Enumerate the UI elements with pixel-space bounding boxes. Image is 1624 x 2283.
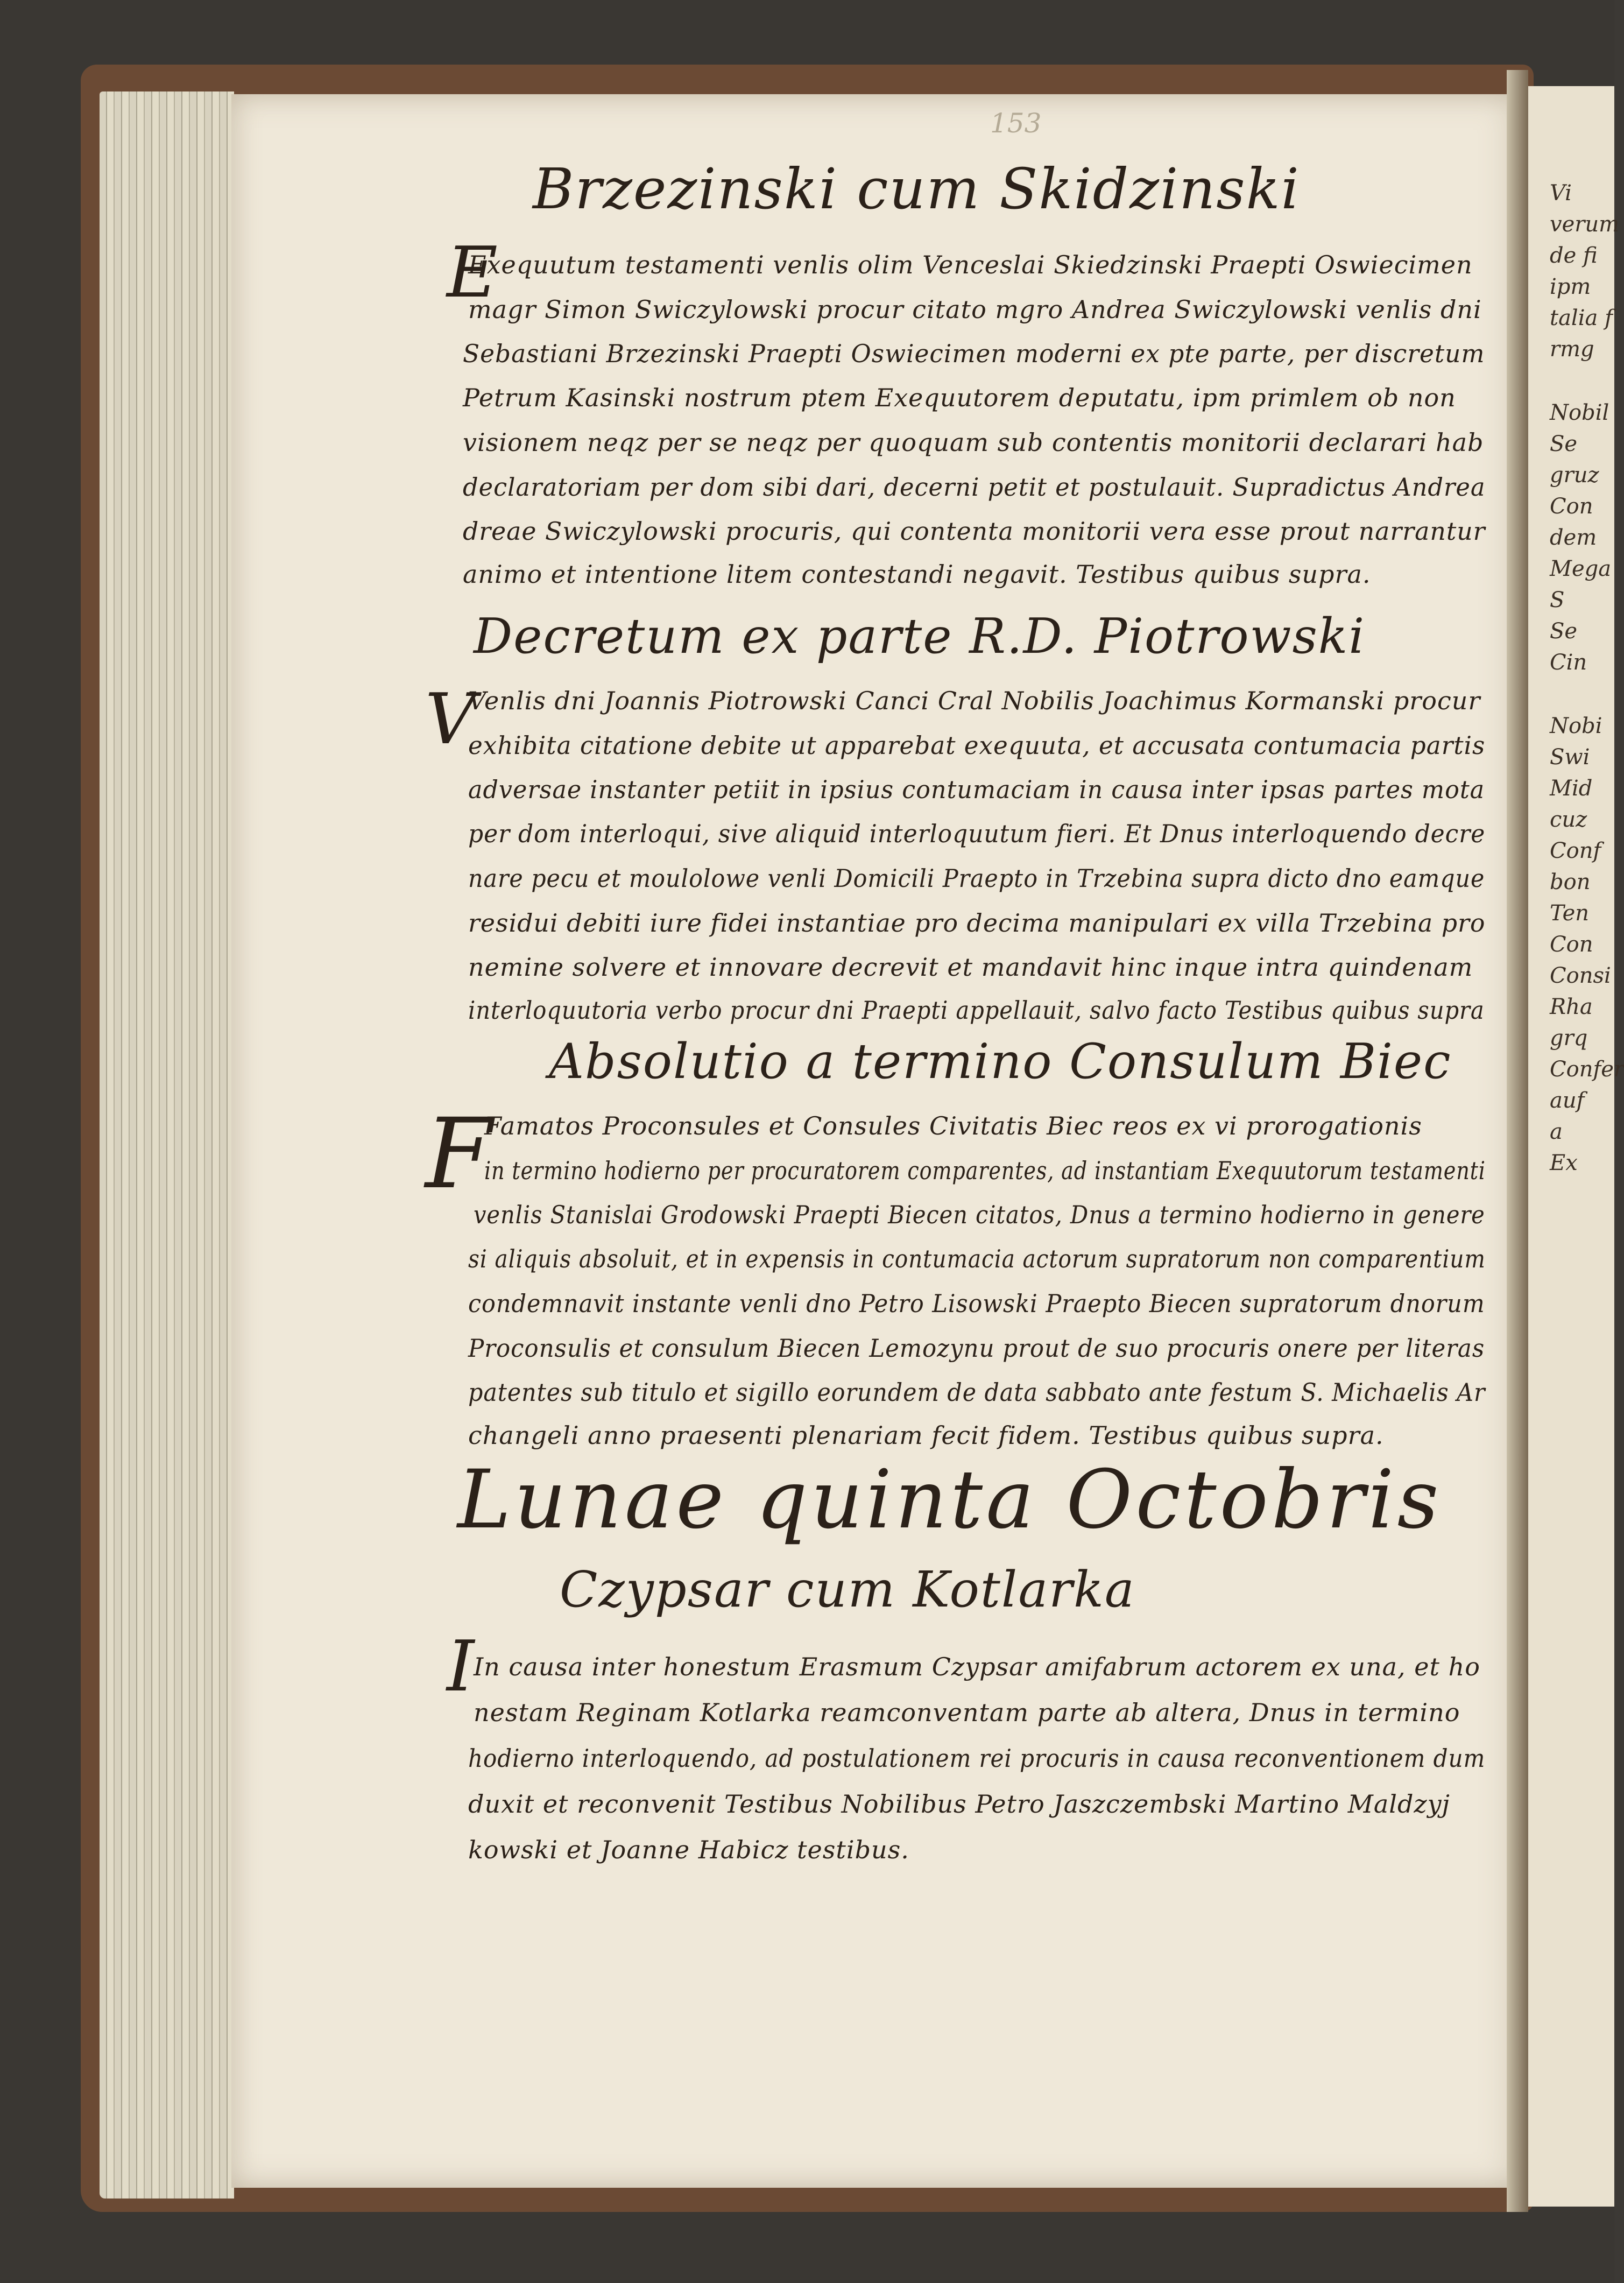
- facing-fragment: Cin: [1550, 650, 1587, 675]
- facing-fragment: talia f: [1550, 306, 1613, 330]
- facing-fragment: auf: [1550, 1088, 1585, 1113]
- page-edges: [100, 91, 234, 2199]
- text-line: in termino hodierno per procuratorem comparentes, ad instantiam Exequutorum testamenti: [484, 1156, 1486, 1185]
- facing-fragment: Nobi: [1550, 714, 1602, 738]
- text-line: Proconsulis et consulum Biecen Lemozynu prout de suo procuris onere per literas: [468, 1334, 1485, 1363]
- book-gutter: [1507, 70, 1528, 2212]
- facing-fragment: Mid: [1550, 776, 1593, 801]
- text-line: venlis Stanislai Grodowski Praepti Biecen citatos, Dnus a termino hodierno in genere: [474, 1200, 1485, 1229]
- facing-fragment: Vi: [1550, 181, 1572, 206]
- facing-fragment: Confer: [1550, 1057, 1624, 1082]
- facing-page-text: [1550, 178, 1624, 1179]
- initial-letter-2: V: [425, 678, 476, 760]
- facing-fragment: gruz: [1550, 463, 1599, 488]
- text-line: animo et intentione litem contestandi negavit. Testibus quibus supra.: [463, 560, 1371, 589]
- facing-fragment: Swi: [1550, 745, 1590, 770]
- text-line: nare pecu et moulolowe venli Domicili Praepto in Trzebina supra dicto dno eamque: [468, 864, 1485, 893]
- facing-fragment: Se: [1550, 432, 1578, 456]
- text-line: In causa inter honestum Erasmum Czypsar amifabrum actorem ex una, et ho: [474, 1652, 1480, 1681]
- text-line: declaratoriam per dom sibi dari, decerni petit et postulauit. Supradictus Andrea: [463, 473, 1486, 502]
- section-heading-1: Brzezinski cum Skidzinski: [533, 156, 1300, 222]
- facing-fragment: Con: [1550, 494, 1593, 519]
- text-line: nestam Reginam Kotlarka reamconventam parte ab altera, Dnus in termino: [474, 1698, 1460, 1727]
- text-line: condemnavit instante venli dno Petro Lisowski Praepto Biecen supratorum dnorum: [468, 1289, 1485, 1318]
- initial-letter-3: F: [425, 1098, 492, 1210]
- facing-fragment: rmg: [1550, 337, 1594, 362]
- facing-fragment: de fi: [1550, 243, 1598, 268]
- text-line: interloquutoria verbo procur dni Praepti appellauit, salvo facto Testibus quibus supra: [468, 996, 1485, 1025]
- text-line: Famatos Proconsules et Consules Civitatis Biec reos ex vi prorogationis: [484, 1111, 1422, 1140]
- text-line: Petrum Kasinski nostrum ptem Exequutorem deputatu, ipm primlem ob non: [463, 383, 1456, 412]
- facing-fragment: ipm: [1550, 274, 1591, 299]
- facing-fragment: bon: [1550, 870, 1591, 894]
- facing-fragment: S: [1550, 588, 1565, 612]
- facing-fragment: dem: [1550, 525, 1597, 550]
- text-line: kowski et Joanne Habicz testibus.: [468, 1835, 909, 1864]
- initial-letter-1: E: [447, 231, 498, 313]
- facing-fragment: Mega: [1550, 556, 1612, 581]
- text-line: dreae Swiczylowski procuris, qui contenta monitorii vera esse prout narrantur: [463, 517, 1486, 546]
- initial-letter-5: I: [447, 1625, 475, 1707]
- section-heading-3: Absolutio a termino Consulum Biec: [549, 1033, 1452, 1090]
- facing-fragment: Ex: [1550, 1151, 1578, 1175]
- facing-fragment: Nobil: [1550, 400, 1609, 425]
- facing-fragment: Consi: [1550, 963, 1611, 988]
- text-line: Venlis dni Joannis Piotrowski Canci Cral Nobilis Joachimus Kormanski procur: [468, 686, 1481, 715]
- text-line: residui debiti iure fidei instantiae pro decima manipulari ex villa Trzebina pro: [468, 908, 1486, 938]
- facing-fragment: Con: [1550, 932, 1593, 957]
- text-line: patentes sub titulo et sigillo eorundem de data sabbato ante festum S. Michaelis Ar: [468, 1378, 1486, 1407]
- facing-fragment: grq: [1550, 1026, 1588, 1051]
- section-heading-5: Czypsar cum Kotlarka: [560, 1561, 1135, 1618]
- folio-number: 153: [990, 108, 1042, 139]
- text-line: magr Simon Swiczylowski procur citato mgro Andrea Swiczylowski venlis dni: [468, 295, 1482, 324]
- text-line: si aliquis absoluit, et in expensis in contumacia actorum supratorum non comparentium: [468, 1244, 1486, 1273]
- text-line: changeli anno praesenti plenariam fecit fidem. Testibus quibus supra.: [468, 1421, 1384, 1450]
- text-line: Exequutum testamenti venlis olim Venceslai Skiedzinski Praepti Oswiecimen: [468, 250, 1473, 279]
- text-line: exhibita citatione debite ut apparebat exequuta, et accusata contumacia partis: [468, 731, 1486, 760]
- text-line: nemine solvere et innovare decrevit et mandavit hinc inque intra quindenam: [468, 953, 1473, 982]
- facing-fragment: Ten: [1550, 901, 1590, 926]
- facing-fragment: Rha: [1550, 995, 1593, 1019]
- facing-fragment: a: [1550, 1119, 1563, 1144]
- section-heading-2: Decretum ex parte R.D. Piotrowski: [474, 608, 1366, 665]
- facing-fragment: cuz: [1550, 807, 1587, 832]
- text-line: Sebastiani Brzezinski Praepti Oswiecimen moderni ex pte parte, per discretum: [463, 339, 1485, 368]
- text-line: duxit et reconvenit Testibus Nobilibus Petro Jaszczembski Martino Maldzyj: [468, 1789, 1450, 1819]
- text-line: hodierno interloquendo, ad postulationem rei procuris in causa reconventionem dum: [468, 1744, 1486, 1773]
- text-line: visionem neqz per se neqz per quoquam sub contentis monitorii declarari hab: [463, 428, 1484, 457]
- text-line: adversae instanter petiit in ipsius contumaciam in causa inter ipsas partes mota: [468, 775, 1485, 804]
- facing-fragment: verum: [1550, 212, 1620, 237]
- facing-fragment: Se: [1550, 619, 1578, 644]
- text-line: per dom interloqui, sive aliquid interloquutum fieri. Et Dnus interloquendo decre: [468, 819, 1486, 848]
- date-heading: Lunae quinta Octobris: [457, 1453, 1442, 1547]
- facing-fragment: Conf: [1550, 838, 1601, 863]
